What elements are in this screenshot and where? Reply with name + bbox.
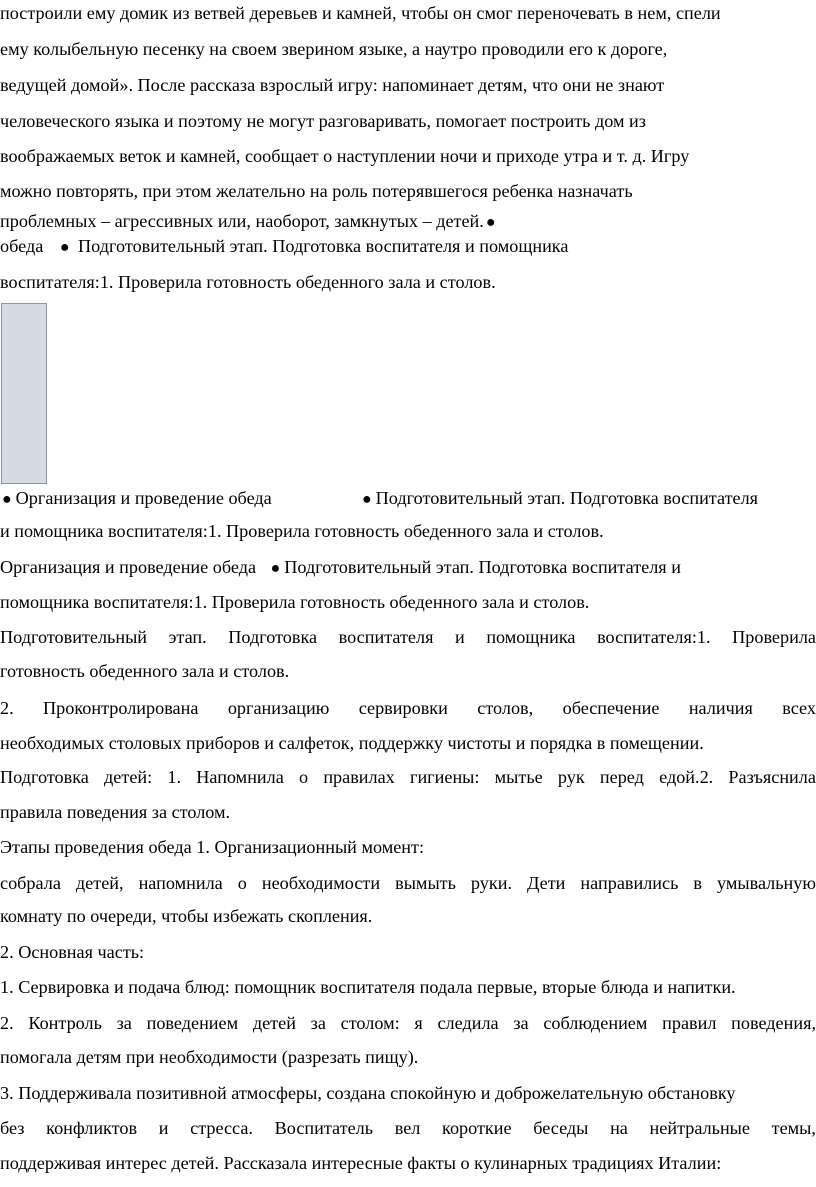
word: помощника — [486, 627, 576, 647]
word: Напомнила — [196, 767, 284, 787]
word: короткие — [442, 1118, 512, 1138]
word: за — [513, 1013, 529, 1033]
text-line: 2. Основная часть: — [0, 942, 145, 962]
word: на — [610, 1118, 628, 1138]
text-line — [0, 557, 816, 579]
word: без — [0, 1118, 25, 1138]
word: этап. — [168, 627, 207, 647]
word: едой.2. — [659, 767, 714, 787]
text-line: поддерживая интерес детей. Рассказала интересные факты о кулинарных традициях Италии: — [0, 1153, 722, 1173]
text-line: Этапы проведения обеда 1. Организационный момент: — [0, 837, 425, 857]
text-line: ему колыбельную песенку на своем зверином языке, а наутро проводили его к дороге, — [0, 39, 668, 59]
word: Проконтролирована — [43, 698, 199, 718]
word: детей: — [104, 767, 153, 787]
word: поведения, — [731, 1013, 816, 1033]
word: и — [455, 627, 465, 647]
word: за — [310, 1013, 326, 1033]
word: мытье — [494, 767, 543, 787]
word: воспитателя — [338, 627, 434, 647]
word: следила — [437, 1013, 499, 1033]
text-line: ведущей домой». После рассказа взрослый игру: напоминает детям, что они не знают — [0, 75, 665, 95]
text-line: построили ему домик из ветвей деревьев и камней, чтобы он смог переночевать в нем, спели — [0, 3, 721, 23]
word: нейтральные — [649, 1118, 750, 1138]
word: Подготовительный — [0, 627, 148, 647]
text-line: можно повторять, при этом желательно на роль потерявшегося ребенка назначать — [0, 181, 633, 201]
word: рук — [557, 767, 585, 787]
word: Дети — [527, 873, 566, 893]
text-right: Подготовительный этап. Подготовка воспитателя — [375, 488, 759, 508]
text-line — [0, 488, 816, 510]
word: умывальную — [717, 873, 816, 893]
justified-line — [0, 698, 816, 718]
word: напомнила — [138, 873, 223, 893]
word: всех — [782, 698, 816, 718]
word: детей — [252, 1013, 296, 1033]
justified-line — [0, 873, 816, 893]
word: воспитателя:1. — [597, 627, 711, 647]
word: собрала — [0, 873, 61, 893]
bullet-icon: ● — [2, 491, 12, 508]
text-line-content: Подготовительный этап. Подготовка воспитателя и помощника — [78, 236, 569, 256]
word: в — [693, 873, 702, 893]
word: Разъяснила — [728, 767, 816, 787]
text-prefix: обеда — [0, 236, 44, 256]
text-line — [0, 236, 816, 258]
text-line: правила поведения за столом. — [0, 802, 231, 822]
word: Проверила — [732, 627, 816, 647]
justified-line — [0, 627, 816, 647]
word: правилах — [323, 767, 395, 787]
bullet-icon: ● — [485, 214, 496, 231]
text-left: Организация и проведение обеда — [0, 557, 257, 577]
text-line: воспитателя:1. Проверила готовность обеденного зала и столов. — [0, 272, 496, 292]
justified-line — [0, 1118, 816, 1138]
word: Воспитатель — [274, 1118, 374, 1138]
word: 1. — [167, 767, 182, 787]
word: необходимости — [261, 873, 381, 893]
bullet-icon: ● — [362, 491, 372, 508]
word: гигиены: — [409, 767, 480, 787]
word: Контроль — [28, 1013, 102, 1033]
text-line: воображаемых веток и камней, сообщает о наступлении ночи и приходе утра и т. д. Игру — [0, 146, 690, 166]
text-line: 1. Сервировка и подача блюд: помощник воспитателя подала первые, вторые блюда и напитки. — [0, 977, 736, 997]
word: обеспечение — [562, 698, 660, 718]
word: беседы — [533, 1118, 589, 1138]
text-line: готовность обеденного зала и столов. — [0, 661, 290, 681]
word: перед — [599, 767, 644, 787]
word: правил — [662, 1013, 717, 1033]
text-line: помогала детям при необходимости (разрезать пищу). — [0, 1047, 419, 1067]
word: сервировки — [358, 698, 448, 718]
text-line: комнату по очереди, чтобы избежать скопления. — [0, 906, 373, 926]
word: вымыть — [395, 873, 456, 893]
word: 2. — [0, 698, 14, 718]
text-left: Организация и проведение обеда — [15, 488, 272, 508]
word: темы, — [771, 1118, 816, 1138]
word: стресса. — [190, 1118, 253, 1138]
word: столов, — [477, 698, 534, 718]
word: поведением — [146, 1013, 239, 1033]
text-line: необходимых столовых приборов и салфеток, поддержку чистоты и порядка в помещении. — [0, 733, 704, 753]
text-line: человеческого языка и поэтому не могут разговаривать, помогает построить дом из — [0, 111, 646, 131]
word: за — [116, 1013, 132, 1033]
word: конфликтов — [46, 1118, 138, 1138]
word: соблюдением — [543, 1013, 648, 1033]
word: о — [299, 767, 309, 787]
bullet-icon: ● — [59, 239, 70, 256]
justified-line — [0, 767, 816, 787]
text-line: 3. Поддерживала позитивной атмосферы, создана спокойную и доброжелательную обстановку — [0, 1083, 736, 1103]
word: детей, — [75, 873, 124, 893]
word: вел — [394, 1118, 421, 1138]
word: я — [414, 1013, 423, 1033]
word: Подготовка — [0, 767, 89, 787]
text-line: и помощника воспитателя:1. Проверила готовность обеденного зала и столов. — [0, 521, 604, 541]
word: направились — [580, 873, 679, 893]
word: о — [237, 873, 247, 893]
justified-line — [0, 1013, 816, 1033]
text-line-content: проблемных – агрессивных или, наоборот, замкнутых – детей. — [0, 211, 484, 231]
word: Подготовка — [228, 627, 318, 647]
word: и — [158, 1118, 169, 1138]
word: организацию — [227, 698, 330, 718]
word: наличия — [688, 698, 753, 718]
word: руки. — [470, 873, 512, 893]
text-line: помощника воспитателя:1. Проверила готовность обеденного зала и столов. — [0, 592, 590, 612]
image-placeholder — [1, 303, 47, 484]
word: столом: — [340, 1013, 400, 1033]
text-line — [0, 211, 816, 233]
word: 2. — [0, 1013, 14, 1033]
bullet-icon: ● — [270, 560, 281, 577]
text-right: Подготовительный этап. Подготовка воспитателя и — [284, 557, 681, 577]
